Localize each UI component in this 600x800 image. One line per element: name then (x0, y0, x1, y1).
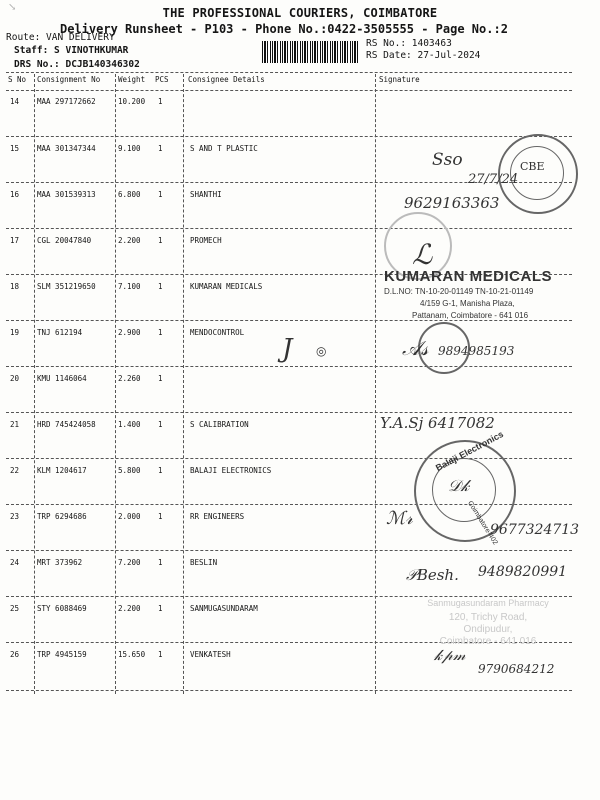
row-divider (6, 366, 572, 367)
row-weight: 7.100 (118, 282, 141, 291)
row-consignment: SLM 351219650 (37, 282, 96, 291)
pen-mark-row19: J (282, 334, 293, 364)
row-pcs: 1 (158, 558, 163, 567)
table-top-rule (6, 72, 572, 73)
row-pcs: 1 (158, 650, 163, 659)
row-consignment: CGL 20047840 (37, 236, 92, 245)
balaji-stamp-name: Balaji Electronics (434, 428, 506, 474)
col-header-weight: Weight (118, 75, 146, 84)
row-sno: 22 (10, 466, 20, 475)
kumaran-stamp-title: KUMARAN MEDICALS (384, 268, 552, 285)
row-sno: 25 (10, 604, 20, 613)
row-weight: 5.800 (118, 466, 141, 475)
row-consignee: BALAJI ELECTRONICS (190, 466, 272, 475)
row-consignment: TRP 4945159 (37, 650, 87, 659)
column-divider (375, 74, 376, 694)
cbe-stamp-text: CBE (520, 160, 545, 173)
pharmacy-stamp-address-1: 120, Trichy Road, (448, 612, 528, 623)
signature-phone-row16: 9629163363 (404, 194, 500, 212)
signature-phone-row24: 9489820991 (478, 564, 568, 580)
row-weight: 6.800 (118, 190, 141, 199)
row-weight: 2.200 (118, 604, 141, 613)
row-divider (6, 550, 572, 551)
row-consignment: STY 6088469 (37, 604, 87, 613)
kumaran-stamp-address-2: Pattanam, Coimbatore - 641 016 (412, 311, 529, 320)
col-header-signature: Signature (379, 75, 420, 84)
row-consignee: MENDOCONTROL (190, 328, 245, 337)
row-weight: 7.200 (118, 558, 141, 567)
row-pcs: 1 (158, 190, 163, 199)
row-consignee: SHANTHI (190, 190, 222, 199)
row-consignment: KLM 1204617 (37, 466, 87, 475)
row-weight: 2.200 (118, 236, 141, 245)
row-sno: 14 (10, 97, 20, 106)
row-consignee: RR ENGINEERS (190, 512, 245, 521)
row-pcs: 1 (158, 144, 163, 153)
signature-row19: 𝒜𝓈 (402, 336, 429, 360)
row-pcs: 1 (158, 328, 163, 337)
pharmacy-stamp-address-3: Coimbatore - 641 016 (439, 636, 537, 647)
row-sno: 24 (10, 558, 20, 567)
col-header-consignee: Consignee Details (188, 75, 265, 84)
signature-phone-row23: 9677324713 (490, 522, 580, 538)
signature-row17: ℒ (412, 238, 433, 271)
col-header-sno: S No (8, 75, 27, 84)
signature-date-row15: 27/7/24 (468, 172, 519, 187)
row-divider (6, 412, 572, 413)
row-consignment: MRT 373962 (37, 558, 83, 567)
row-divider (6, 228, 572, 229)
header-rule (6, 90, 572, 91)
col-header-pcs: PCS (155, 75, 169, 84)
row-pcs: 1 (158, 466, 163, 475)
drs-number: DRS No.: DCJB140346302 (14, 59, 140, 70)
staff-label: Staff: S VINOTHKUMAR (14, 45, 129, 56)
row-sno: 26 (10, 650, 20, 659)
row-consignment: MAA 297172662 (37, 97, 96, 106)
row-consignment: TNJ 612194 (37, 328, 83, 337)
signature-row14: Sso (432, 150, 463, 170)
company-title: THE PROFESSIONAL COURIERS, COIMBATORE (162, 6, 438, 20)
row-consignment: MAA 301347344 (37, 144, 96, 153)
row-divider (6, 136, 572, 137)
row-consignment: KMU 1146064 (37, 374, 87, 383)
row-pcs: 1 (158, 236, 163, 245)
row-sno: 19 (10, 328, 20, 337)
signature-phone-row19: 9894985193 (438, 344, 515, 358)
row-pcs: 1 (158, 420, 163, 429)
column-divider (34, 74, 35, 694)
row-pcs: 1 (158, 512, 163, 521)
table-bottom-rule (6, 690, 572, 691)
row-weight: 2.000 (118, 512, 141, 521)
row-consignee: SANMUGASUNDARAM (190, 604, 258, 613)
kumaran-stamp-address: 4/159 G-1, Manisha Plaza, (420, 299, 515, 308)
rs-date: RS Date: 27-Jul-2024 (366, 50, 481, 61)
row-weight: 2.900 (118, 328, 141, 337)
row-weight: 1.400 (118, 420, 141, 429)
column-divider (115, 74, 116, 694)
row-weight: 2.260 (118, 374, 141, 383)
pharmacy-stamp-address-2: Ondipudur, (463, 624, 513, 635)
row-consignment: TRP 6294686 (37, 512, 87, 521)
col-header-consignment: Consignment No (37, 75, 101, 84)
row-consignee: KUMARAN MEDICALS (190, 282, 263, 291)
rs-number: RS No.: 1403463 (366, 38, 452, 49)
row-sno: 21 (10, 420, 20, 429)
row-divider (6, 596, 572, 597)
signature-phone-row26: 9790684212 (478, 662, 555, 676)
balaji-stamp-city: Coimbatore-402 (466, 500, 499, 547)
row-pcs: 1 (158, 282, 163, 291)
row-consignee: BESLIN (190, 558, 218, 567)
row-weight: 15.650 (118, 650, 146, 659)
signature-row22: 𝒟𝓀 (448, 476, 470, 495)
corner-mark: ↘ (8, 2, 17, 13)
row-divider (6, 320, 572, 321)
row-weight: 10.200 (118, 97, 146, 106)
kumaran-stamp-dl: D.L.NO: TN-10-20-01149 TN-10-21-01149 (384, 287, 534, 296)
row-consignee: S AND T PLASTIC (190, 144, 258, 153)
row-weight: 9.100 (118, 144, 141, 153)
row-pcs: 1 (158, 604, 163, 613)
barcode-icon (262, 41, 360, 63)
row-sno: 20 (10, 374, 20, 383)
row-sno: 23 (10, 512, 20, 521)
row-sno: 18 (10, 282, 20, 291)
row-sno: 16 (10, 190, 20, 199)
row-sno: 15 (10, 144, 20, 153)
row-consignment: HRD 745424058 (37, 420, 96, 429)
route-label: Route: VAN DELIVERY (6, 32, 115, 43)
circle-mark-icon: ◎ (316, 344, 327, 358)
row-sno: 17 (10, 236, 20, 245)
signature-row23: ℳ𝓇 (386, 508, 413, 529)
pharmacy-stamp-name: Sanmugasundaram Pharmacy (427, 598, 549, 608)
row-consignee: PROMECH (190, 236, 222, 245)
signature-row26: 𝓀𝓅𝓂 (434, 646, 466, 664)
row-pcs: 1 (158, 374, 163, 383)
column-divider (183, 74, 184, 694)
row-consignee: VENKATESH (190, 650, 231, 659)
runsheet-title: Delivery Runsheet - P103 - Phone No.:0422-3505555 - Page No.:2 (60, 22, 508, 36)
signature-row24: 𝒫Besh. (406, 566, 459, 584)
signature-row21: Y.A.Sj 6417082 (380, 414, 495, 432)
row-consignment: MAA 301539313 (37, 190, 96, 199)
row-consignee: S CALIBRATION (190, 420, 249, 429)
row-pcs: 1 (158, 97, 163, 106)
